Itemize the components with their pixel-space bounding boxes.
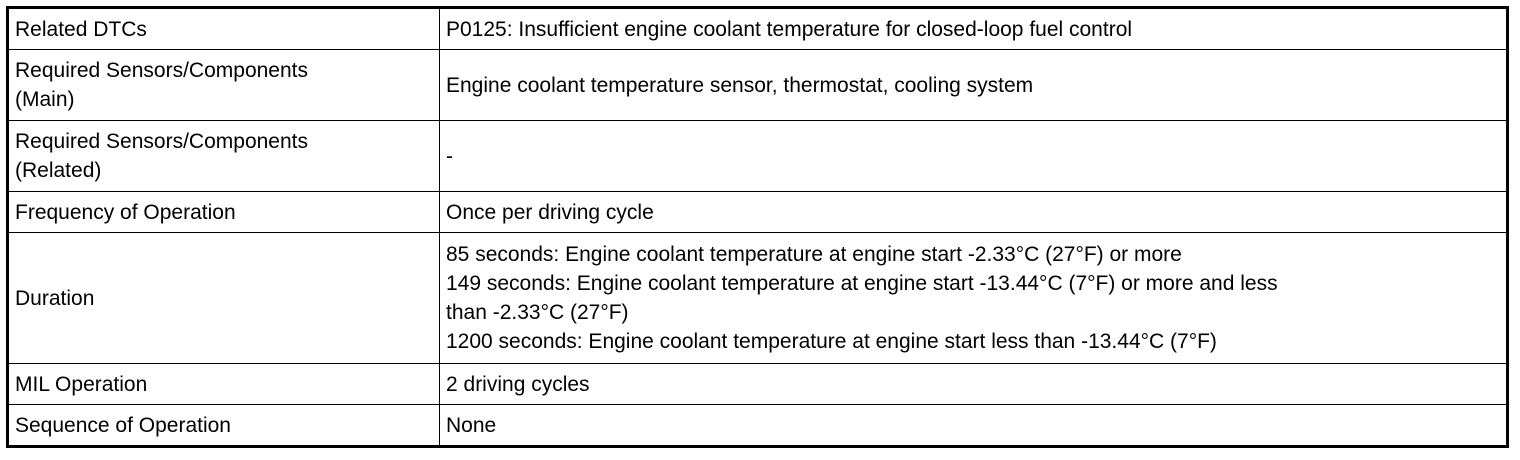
table-row: [8, 405, 1508, 447]
label-line: Required Sensors/Components: [15, 130, 308, 153]
table-row: [8, 8, 1508, 50]
row-label-required-sensors-related: [8, 121, 440, 192]
duration-line: 85 seconds: Engine coolant temperature at engine start -2.33°C (27°F) or more: [446, 243, 1182, 266]
row-value-related-dtcs: P0125: Insufficient engine coolant temperature for closed-loop fuel control: [440, 8, 1508, 50]
label-line: (Related): [15, 159, 102, 182]
table-row: [8, 192, 1508, 233]
table-row: [8, 364, 1508, 405]
table-row: [8, 121, 1508, 192]
label-line: (Main): [15, 88, 75, 111]
row-label-duration: Duration: [8, 233, 440, 364]
row-label-mil-operation: MIL Operation: [8, 364, 440, 405]
duration-line: than -2.33°C (27°F): [446, 301, 629, 324]
row-value-mil-operation: 2 driving cycles: [440, 364, 1508, 405]
table-row: [8, 233, 1508, 364]
row-label-required-sensors-main: [8, 50, 440, 121]
row-value-sequence: None: [440, 405, 1508, 447]
row-value-required-sensors-related: -: [440, 121, 1508, 192]
row-label-sequence: Sequence of Operation: [8, 405, 440, 447]
row-label-frequency: Frequency of Operation: [8, 192, 440, 233]
row-value-duration: [440, 233, 1508, 364]
row-label-related-dtcs: Related DTCs: [8, 8, 440, 50]
monitor-spec-table: [6, 6, 1509, 448]
label-line: Required Sensors/Components: [15, 59, 308, 82]
table-row: [8, 50, 1508, 121]
row-value-required-sensors-main: Engine coolant temperature sensor, thermostat, cooling system: [440, 50, 1508, 121]
duration-line: 149 seconds: Engine coolant temperature at engine start -13.44°C (7°F) or more and less: [446, 272, 1278, 295]
duration-line: 1200 seconds: Engine coolant temperature at engine start less than -13.44°C (7°F): [446, 330, 1217, 353]
row-value-frequency: Once per driving cycle: [440, 192, 1508, 233]
